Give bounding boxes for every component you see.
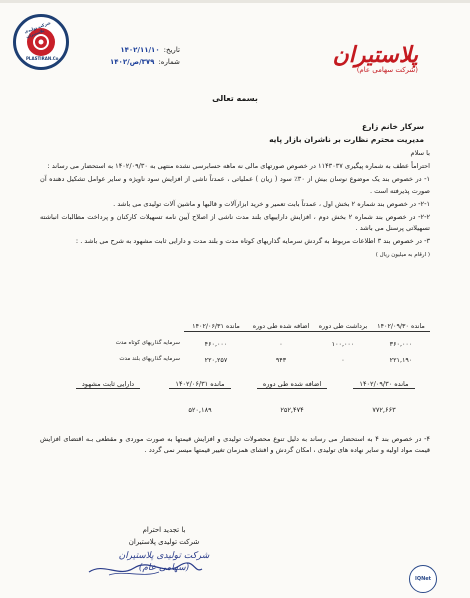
company-logo — [333, 42, 418, 74]
header-asset-label: دارایی ثابت مشهود — [62, 380, 154, 388]
paragraph-2: ۱- در خصوص بند یک موضوع نوسان بیش از ۳۰٪ سود ( زیان ) عملیاتی ، عمدتاً ناشی از افزایش سود ناویژه و سایر عوامل تشکیل دهنده آن صورت پذیرفته است . — [40, 175, 430, 195]
paragraph-3: ۲-۱- در خصوص بند شماره ۲ بخش اول ، عمدتاً بابت تعمیر و خرید ابزارآلات و قالبها و ماشین آلات تولیدی می باشد . — [113, 199, 430, 208]
row-label: سرمایه گذاریهای بلند مدت — [119, 356, 180, 362]
header-withdrawn: برداشت طی دوره — [314, 322, 372, 332]
fixed-assets-table — [40, 380, 430, 414]
number-value: ۳۷۹/ص/۱۴۰۲ — [110, 58, 155, 66]
cell-value: ۰ — [341, 356, 345, 364]
fixed-assets-header — [40, 380, 430, 388]
paragraph-4: ۲-۲- در خصوص بند شماره ۲ بخش دوم ، افزایش داراییهای بلند مدت ناشی از اصلاح آیین نامه تسهیلات کارکنان و پرداخت مطالبات انباشته تسهیلاتی پرسنل می باشد . — [40, 213, 430, 233]
header-added: اضافه شده طی دوره — [248, 322, 314, 332]
addressee-name: سرکار خانم زارع — [361, 122, 424, 131]
investments-table-header — [40, 322, 430, 332]
letter-meta — [110, 44, 180, 68]
number-row — [110, 56, 180, 68]
unit-note: ( ارقام به میلیون ریال ) — [375, 251, 430, 258]
seal-bottom-text: PLASTIRAN.Co — [26, 56, 59, 61]
cell-value: ۲۲۱,۱۹۰ — [389, 356, 413, 364]
fixed-assets-values — [40, 406, 430, 414]
logo-sub: (شرکت سهامی عام) — [356, 66, 418, 74]
addressee-title: مدیریت محترم نظارت بر ناشران بازار پایه — [269, 135, 424, 144]
cell-value: ۲۵۲,۴۷۴ — [280, 406, 304, 414]
header-label — [40, 322, 184, 332]
cell-value: ۵۲۰,۱۸۹ — [188, 406, 212, 414]
header-balance-start: مانده ۱۴۰۲/۰۶/۳۱ — [154, 380, 246, 388]
company-seal-logo — [13, 14, 69, 70]
cell-value: ۰ — [279, 340, 283, 348]
paragraph-1: احتراماً عطف به شماره پیگیری ۱۱۴۳۰۳۷ در خصوص صورتهای مالی نه ماهه حسابرسی نشده منتهی به ۱۴۰۲/۰۹/۳۰ به استحضار می رساند : — [47, 162, 430, 171]
header-added: اضافه شده طی دوره — [246, 380, 338, 388]
cell-value: ۲۲۰,۲۵۷ — [204, 356, 228, 364]
header-balance-end: مانده ۱۴۰۲/۰۹/۳۰ — [372, 322, 430, 332]
cell-value: ۹۴۳ — [275, 356, 287, 364]
company-line: شرکت تولیدی پلاستیران — [128, 538, 200, 546]
iqnet-certification-logo: IQNet — [409, 565, 437, 593]
cell-value: ۳۶۰,۰۰۰ — [389, 340, 413, 348]
seal-top-text: شرکت تولیدی پلاستیران — [23, 20, 52, 39]
cell-value: ۴۶۰,۰۰۰ — [204, 340, 228, 348]
stamp-text: شرکت تولیدی پلاستیران (سهامی عام) — [118, 551, 210, 573]
date-row — [110, 44, 180, 56]
table-row — [40, 356, 430, 364]
table-row — [40, 340, 430, 348]
top-edge — [0, 0, 470, 3]
greeting: با سلام — [410, 149, 430, 157]
date-label: تاریخ: — [163, 46, 180, 54]
closing-line: با تجدید احترام — [142, 526, 186, 534]
header-balance-end: مانده ۱۴۰۲/۰۹/۳۰ — [338, 380, 430, 388]
letter-body — [40, 148, 430, 263]
paragraph-5: ۳- در خصوص بند ۳ اطلاعات مربوط به گردش سرمایه گذاریهای کوتاه مدت و بلند مدت و دارایی ثابت مشهود به شرح می باشد . : — [75, 237, 430, 246]
cell-value: ۱۰۰,۰۰۰ — [331, 340, 355, 348]
paragraph-6: ۴- در خصوص بند ۴ به استحضار می رساند به دلیل تنوع محصولات تولیدی و افزایش قیمتها به صورت موردی و مقطعی بـه اقتضای افزایش قیمت مواد اولیه و سایر نهاده های تولیدی ، امکان گردش و افشای همزمان تغییر قیمتها میسر نمی گردد . — [40, 435, 430, 455]
signature-scribble-icon — [84, 560, 204, 580]
bismillah-heading: بسمه تعالی — [212, 94, 258, 103]
addressee-block — [269, 120, 424, 146]
cell-value: ۷۷۲,۶۶۳ — [372, 406, 396, 414]
investments-table — [40, 322, 430, 364]
cell-value — [62, 406, 154, 414]
row-label: سرمایه گذاریهای کوتاه مدت — [115, 340, 180, 346]
date-value: ۱۴۰۲/۱۱/۱۰ — [120, 46, 160, 54]
logo-name: پلاستیران — [332, 42, 418, 68]
number-label: شماره: — [158, 58, 180, 66]
header-balance-start: مانده ۱۴۰۲/۰۶/۳۱ — [184, 322, 248, 332]
